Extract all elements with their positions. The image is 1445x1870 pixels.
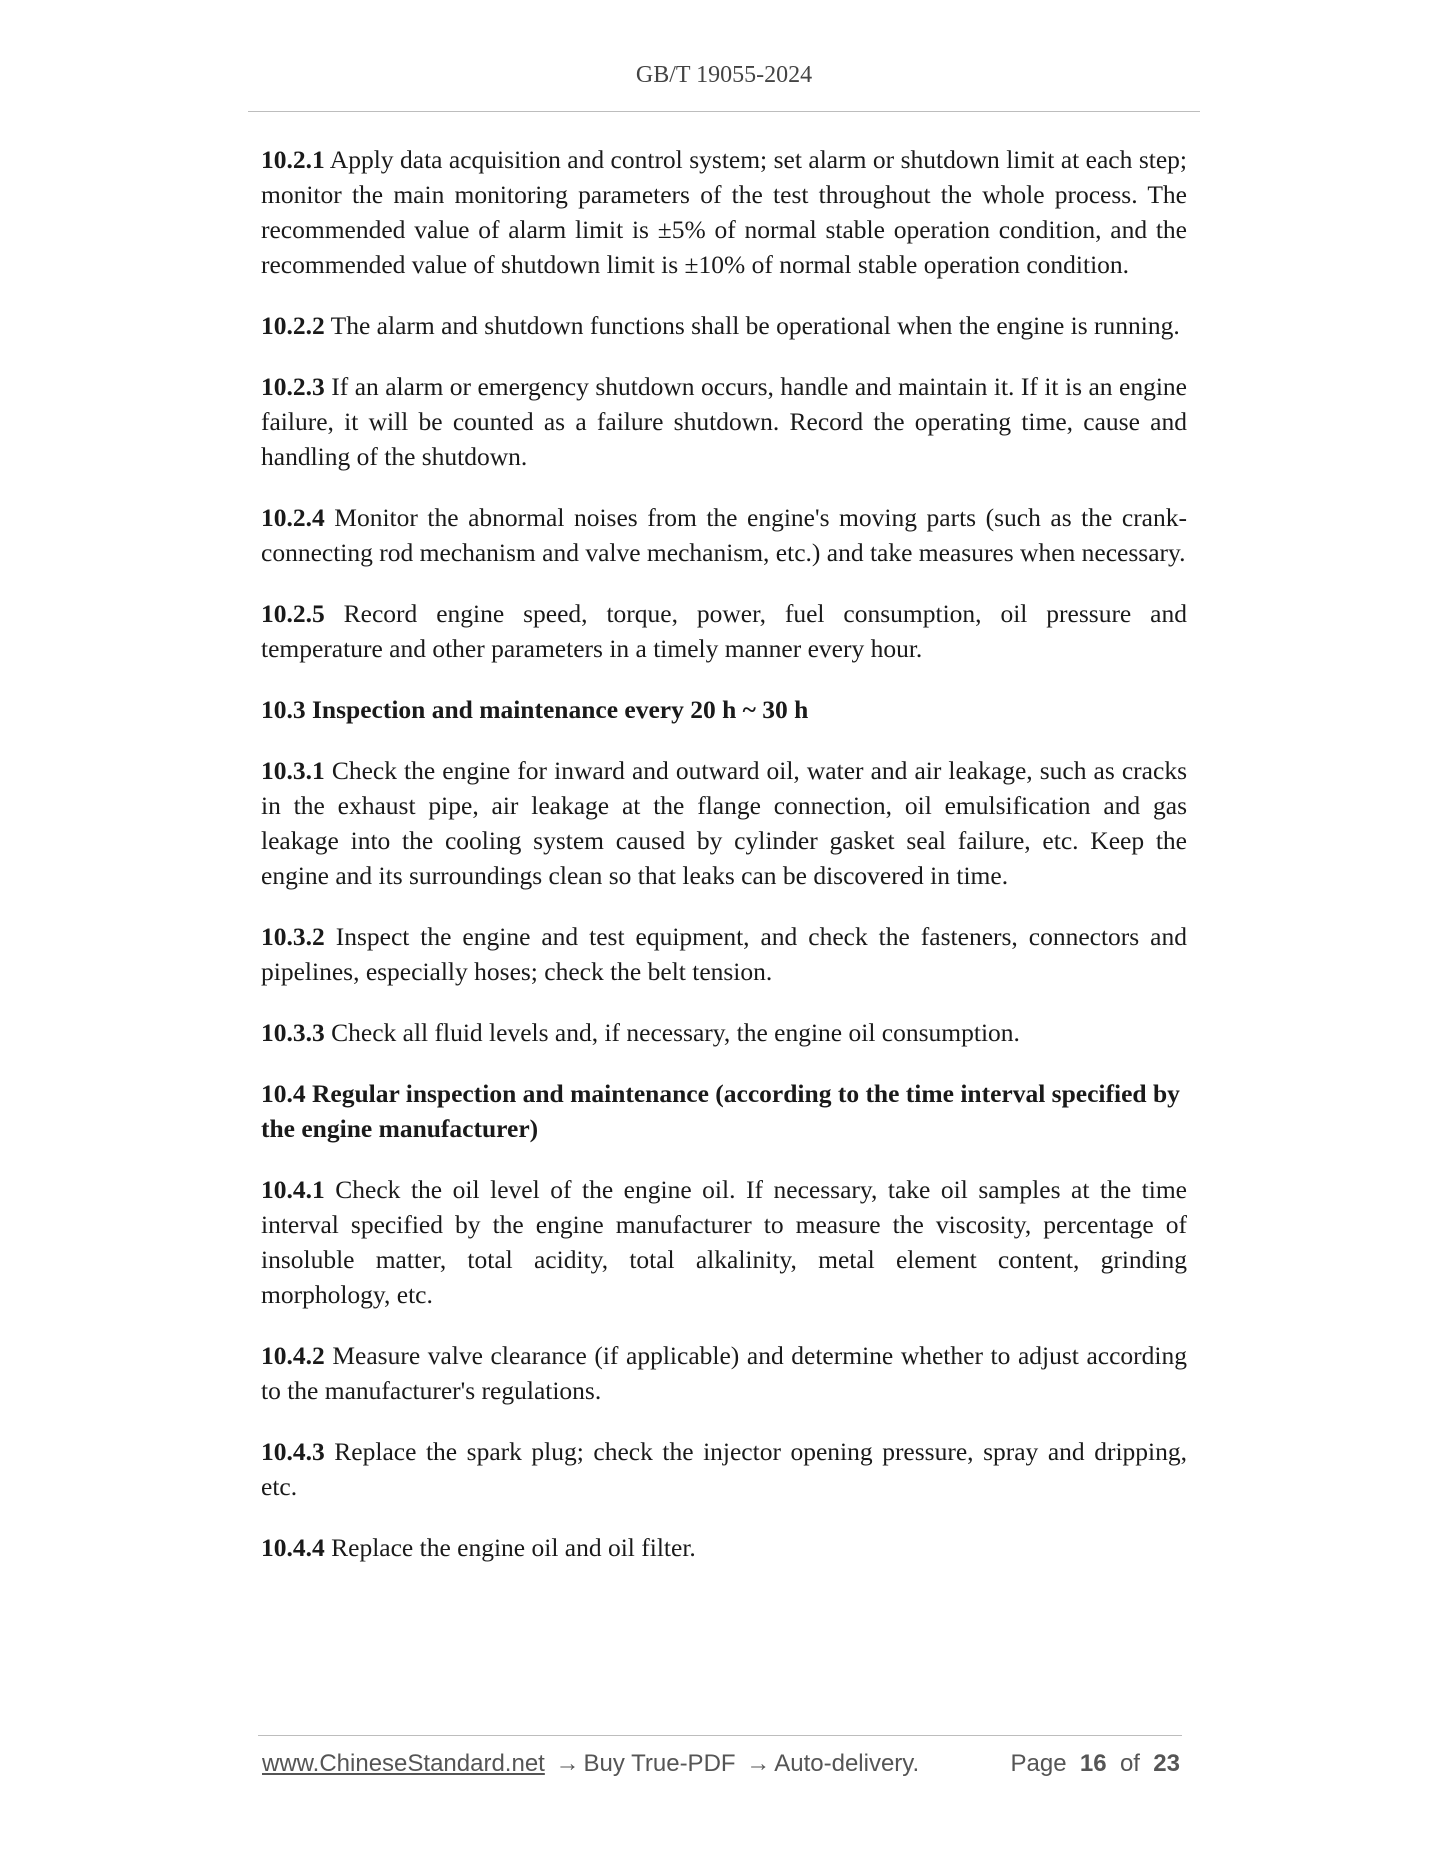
clause-text: Record engine speed, torque, power, fuel consumption, oil pressure and temperature and other parameters in a timely manner every hour. [261,599,1187,663]
clause-10-2-1 [261,142,1187,282]
auto-delivery-text: Auto-delivery. [774,1750,920,1777]
clause-number: 10.3.1 [261,756,325,785]
clause-10-2-4 [261,500,1187,570]
page-of-label: of [1119,1750,1140,1777]
clause-number: 10.3.2 [261,922,325,951]
footer-divider [258,1735,1182,1736]
clause-text: Replace the spark plug; check the injector opening pressure, spray and dripping, etc. [261,1437,1187,1501]
clause-10-4-2 [261,1338,1187,1408]
clause-number: 10.2.2 [261,311,325,340]
clause-number: 10.2.5 [261,599,325,628]
clause-10-4-1 [261,1172,1187,1312]
page-indicator [1010,1750,1180,1778]
clause-text: Inspect the engine and test equipment, and check the fasteners, connectors and pipelines, especially hoses; check the belt tension. [261,922,1187,986]
clause-10-2-3 [261,369,1187,474]
page-header: GB/T 19055-2024 [635,62,813,88]
clause-10-2-5 [261,596,1187,666]
clause-10-2-2 [261,308,1187,343]
clause-text: Check the oil level of the engine oil. If necessary, take oil samples at the time interval specified by the engine manufacturer to measure the viscosity, percentage of insoluble matter, total acidity, total alkalinity, metal element content, grinding morphology, etc. [261,1175,1187,1309]
section-heading-10-3: 10.3 Inspection and maintenance every 20 h ~ 30 h [261,695,809,724]
header-divider [248,111,1200,112]
clause-text: The alarm and shutdown functions shall be operational when the engine is running. [324,311,1180,340]
page-current: 16 [1079,1750,1107,1777]
page-label: Page [1010,1750,1067,1777]
clause-text: If an alarm or emergency shutdown occurs, handle and maintain it. If it is an engine failure, it will be counted as a failure shutdown. Record the operating time, cause and handling of the shutdown. [261,372,1187,471]
buy-true-pdf-text: Buy True-PDF [583,1750,736,1777]
clause-10-3-1 [261,753,1187,893]
page-footer [262,1750,1180,1778]
clause-text: Check the engine for inward and outward oil, water and air leakage, such as cracks in the exhaust pipe, air leakage at the flange connection, oil emulsification and gas leakage into the cooling system caused by cylinder gasket seal failure, etc. Keep the engine and its surroundings clean so that leaks can be discovered in time. [261,756,1187,890]
document-body [261,142,1187,1591]
clause-text: Apply data acquisition and control system; set alarm or shutdown limit at each step; monitor the main monitoring parameters of the test throughout the whole process. The recommended value of alarm limit is ±5% of normal stable operation condition, and the recommended value of shutdown limit is ±10% of normal stable operation condition. [261,145,1187,279]
clause-number: 10.2.3 [261,372,325,401]
clause-text: Replace the engine oil and oil filter. [324,1533,696,1562]
clause-10-4-3 [261,1434,1187,1504]
clause-text: Check all fluid levels and, if necessary, the engine oil consumption. [324,1018,1020,1047]
page-total: 23 [1153,1750,1180,1777]
clause-number: 10.4.3 [261,1437,325,1466]
clause-text: Measure valve clearance (if applicable) and determine whether to adjust according to the manufacturer's regulations. [261,1341,1187,1405]
clause-number: 10.2.1 [261,145,325,174]
clause-number: 10.2.4 [261,503,325,532]
clause-10-3-2 [261,919,1187,989]
clause-number: 10.4.4 [261,1533,325,1562]
clause-number: 10.4.1 [261,1175,325,1204]
arrow-right-icon: → [555,1750,580,1777]
clause-text: Monitor the abnormal noises from the engine's moving parts (such as the crank-connecting rod mechanism and valve mechanism, etc.) and take measures when necessary. [261,503,1187,567]
clause-number: 10.4.2 [261,1341,325,1370]
website-link[interactable]: www.ChineseStandard.net [262,1750,545,1777]
clause-10-3-3 [261,1015,1187,1050]
section-heading-10-4: 10.4 Regular inspection and maintenance (according to the time interval specified by the engine manufacturer) [261,1079,1180,1143]
clause-10-4-4 [261,1530,1187,1565]
arrow-right-icon: → [746,1750,771,1777]
clause-number: 10.3.3 [261,1018,325,1047]
